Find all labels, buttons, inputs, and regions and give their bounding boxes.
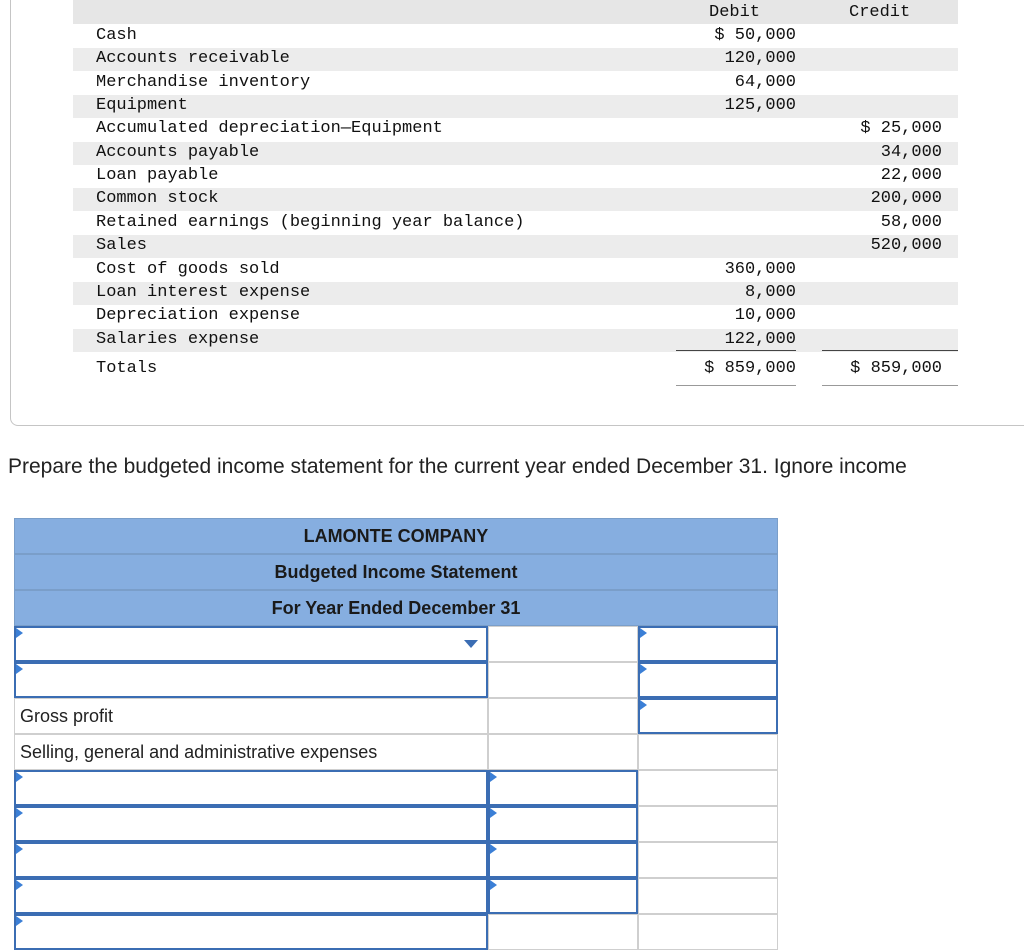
middle-cell [488, 662, 638, 698]
totals-label: Totals [96, 359, 158, 378]
debit-amount: 64,000 [734, 72, 796, 92]
expense-amount-input[interactable] [488, 770, 638, 806]
trial-balance-row [73, 282, 958, 305]
debit-amount: 120,000 [724, 49, 796, 69]
right-cell [638, 842, 778, 878]
credit-amount: 22,000 [880, 166, 942, 186]
gross-profit-amount-input[interactable] [638, 698, 778, 734]
right-cell [638, 914, 778, 950]
account-name: Sales [96, 236, 148, 256]
right-cell [638, 770, 778, 806]
debit-amount: 10,000 [734, 306, 796, 326]
expense-label-input[interactable] [14, 842, 488, 878]
right-cell [638, 734, 778, 770]
credit-amount: 200,000 [870, 189, 942, 209]
account-name: Merchandise inventory [96, 72, 311, 92]
debit-amount: 122,000 [724, 329, 796, 349]
account-name: Accounts receivable [96, 49, 290, 69]
account-name: Cost of goods sold [96, 259, 280, 279]
trial-balance-row [73, 188, 958, 211]
trial-balance-row [73, 165, 958, 188]
input-marker-icon [16, 628, 23, 638]
input-marker-icon [16, 772, 23, 782]
debit-amount: $ 50,000 [714, 26, 796, 45]
cogs-label-input[interactable] [14, 662, 488, 698]
credit-double-rule [822, 385, 958, 386]
debit-amount: 360,000 [724, 259, 796, 279]
gross-profit-label-cell [14, 698, 488, 734]
debit-total-rule [676, 350, 796, 351]
sga-label: Selling, general and administrative expenses [20, 742, 378, 762]
revenue-account-select[interactable] [14, 626, 488, 662]
company-name: LAMONTE COMPANY [14, 518, 778, 554]
expense-amount-input[interactable] [488, 878, 638, 914]
input-marker-icon [640, 664, 647, 674]
account-name: Loan payable [96, 166, 219, 186]
statement-title: Budgeted Income Statement [14, 554, 778, 590]
trial-balance-row [73, 259, 958, 282]
revenue-amount-input[interactable] [638, 626, 778, 662]
account-name: Accumulated depreciation—Equipment [96, 119, 443, 139]
account-name: Accounts payable [96, 142, 260, 162]
account-name: Common stock [96, 189, 219, 209]
trial-balance-row [73, 212, 958, 235]
debit-amount: 8,000 [744, 282, 796, 302]
trial-balance-row [73, 25, 958, 48]
expense-label-input[interactable] [14, 914, 488, 950]
debit-double-rule [676, 385, 796, 386]
totals-credit: $ 859,000 [850, 359, 942, 378]
trial-balance-row [73, 305, 958, 328]
instruction-text: Prepare the budgeted income statement for the current year ended December 31. Ignore income [8, 455, 907, 478]
middle-cell [488, 626, 638, 662]
right-cell [638, 806, 778, 842]
middle-cell [488, 914, 638, 950]
trial-balance-row [73, 72, 958, 95]
middle-cell [488, 698, 638, 734]
trial-balance-row [73, 118, 958, 141]
input-marker-icon [16, 664, 23, 674]
gross-profit-label: Gross profit [20, 706, 114, 726]
input-marker-icon [490, 808, 497, 818]
trial-balance-header [73, 0, 958, 24]
input-marker-icon [16, 880, 23, 890]
account-name: Cash [96, 26, 137, 45]
middle-cell [488, 734, 638, 770]
cogs-amount-input[interactable] [638, 662, 778, 698]
trial-balance-row [73, 95, 958, 118]
account-name: Equipment [96, 96, 188, 116]
input-marker-icon [16, 844, 23, 854]
credit-amount: 58,000 [880, 212, 942, 232]
input-marker-icon [490, 844, 497, 854]
credit-amount: 520,000 [870, 236, 942, 256]
sga-label-cell [14, 734, 488, 770]
input-marker-icon [16, 808, 23, 818]
account-name: Depreciation expense [96, 306, 301, 326]
trial-balance-row [73, 142, 958, 165]
input-marker-icon [490, 772, 497, 782]
trial-balance-row [73, 48, 958, 71]
totals-debit: $ 859,000 [704, 359, 796, 378]
credit-amount: $ 25,000 [860, 119, 942, 139]
right-cell [638, 878, 778, 914]
trial-balance-row [73, 329, 958, 352]
account-name: Loan interest expense [96, 282, 311, 302]
account-name: Retained earnings (beginning year balance) [96, 212, 525, 232]
trial-balance-row [73, 235, 958, 258]
input-marker-icon [490, 880, 497, 890]
expense-label-input[interactable] [14, 878, 488, 914]
expense-amount-input[interactable] [488, 842, 638, 878]
expense-amount-input[interactable] [488, 806, 638, 842]
statement-period: For Year Ended December 31 [14, 590, 778, 626]
credit-amount: 34,000 [880, 142, 942, 162]
expense-label-input[interactable] [14, 770, 488, 806]
input-marker-icon [640, 700, 647, 710]
input-marker-icon [640, 628, 647, 638]
debit-header: Debit [709, 3, 761, 22]
credit-total-rule [822, 350, 958, 351]
chevron-down-icon[interactable] [464, 640, 478, 648]
totals-row [73, 357, 958, 380]
account-name: Salaries expense [96, 329, 260, 349]
expense-label-input[interactable] [14, 806, 488, 842]
input-marker-icon [16, 916, 23, 926]
credit-header: Credit [849, 3, 911, 22]
debit-amount: 125,000 [724, 96, 796, 116]
